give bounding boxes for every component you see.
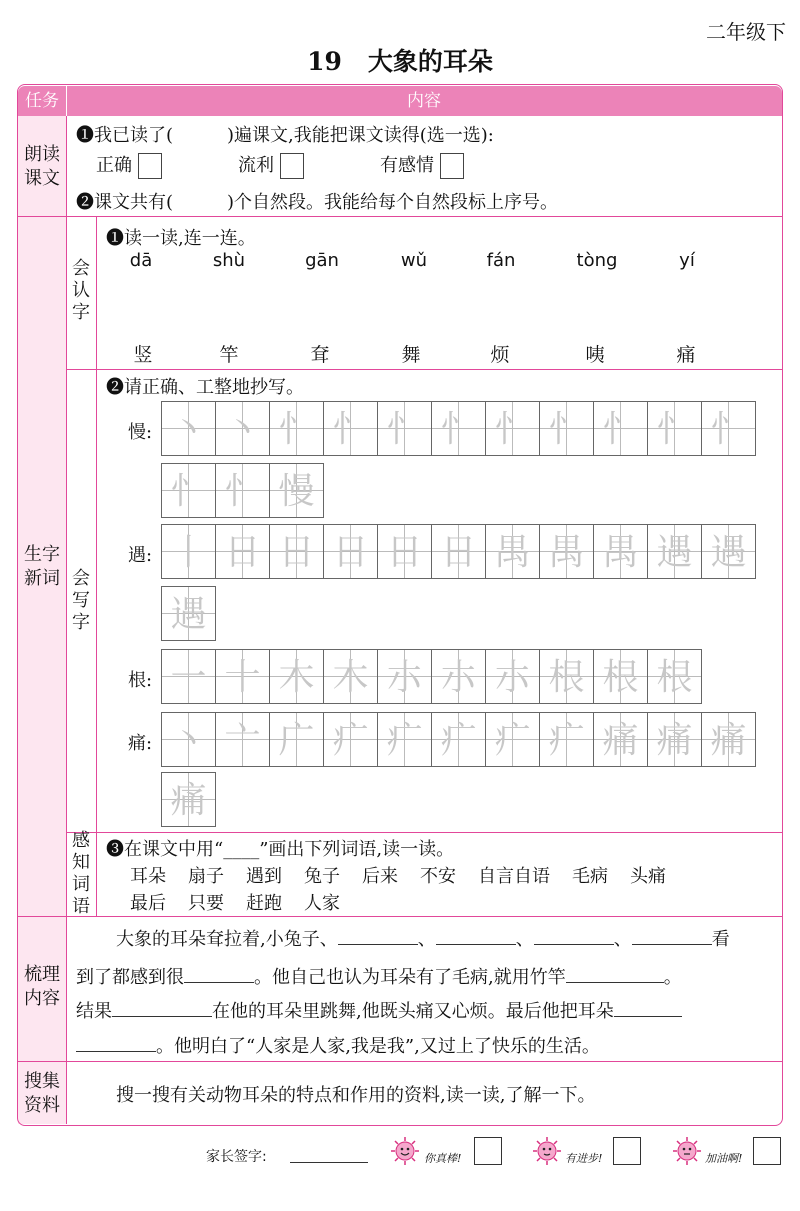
sun-face-icon	[532, 1136, 562, 1166]
tracing-cell[interactable]: 疒	[485, 712, 540, 767]
vocab-word: 毛病	[572, 866, 608, 887]
tracing-cell[interactable]: 丶	[161, 401, 216, 456]
tracing-cell[interactable]: 朩	[485, 649, 540, 704]
blank-field[interactable]	[614, 996, 682, 1017]
pinyin-item: dā	[129, 250, 153, 271]
sun-face-icon	[390, 1136, 420, 1166]
task-newwords: 生字新词	[24, 544, 60, 589]
sub-column-divider	[96, 216, 97, 916]
rating-checkbox[interactable]	[474, 1137, 502, 1165]
blank-field[interactable]	[436, 924, 516, 945]
vocab-word: 兔子	[304, 866, 340, 887]
tracing-cell[interactable]: 疒	[431, 712, 486, 767]
task-summary: 梳理内容	[24, 964, 60, 1009]
blank-field[interactable]	[632, 924, 712, 945]
vocab-word: 人家	[304, 893, 340, 914]
summary-line3: 结果 在他的耳朵里跳舞,他既头痛又心烦。最后他把耳朵	[76, 996, 682, 1023]
rating-checkbox[interactable]	[613, 1137, 641, 1165]
reading-line2: ❷课文共有( )个自然段。我能给每个自然段标上序号。	[76, 192, 559, 213]
tracing-cell[interactable]: 疒	[323, 712, 378, 767]
vocab-word: 自言自语	[478, 866, 550, 887]
char-item: 痛	[676, 344, 696, 366]
tracing-cell[interactable]: 忄	[701, 401, 756, 456]
vocab-word: 后来	[362, 866, 398, 887]
tracing-cell[interactable]: 痛	[161, 772, 216, 827]
tracing-cell[interactable]: 疒	[377, 712, 432, 767]
tracing-cell[interactable]: 日	[323, 524, 378, 579]
tracing-cell[interactable]: 禺	[539, 524, 594, 579]
tracing-cell[interactable]: 日	[269, 524, 324, 579]
tracing-cell[interactable]: 忄	[647, 401, 702, 456]
tracing-cell[interactable]: 木	[323, 649, 378, 704]
tracing-cell[interactable]: 根	[647, 649, 702, 704]
tracing-cell[interactable]: 慢	[269, 463, 324, 518]
blank-field[interactable]	[184, 962, 254, 983]
word-list	[130, 862, 688, 888]
tracing-cell[interactable]: 丨	[161, 524, 216, 579]
writing-grid	[161, 463, 323, 518]
blank-field[interactable]	[76, 1031, 156, 1052]
rating-label: 你真棒!	[424, 1152, 462, 1165]
tracing-cell[interactable]: 忄	[485, 401, 540, 456]
char-label: 遇:	[128, 545, 153, 566]
subtask-write: 会写字	[72, 568, 90, 633]
row-divider	[66, 832, 782, 833]
blank-field[interactable]	[534, 924, 614, 945]
char-label: 根:	[128, 670, 153, 691]
lesson-title: 大象的耳朵	[367, 47, 493, 76]
writing-grid	[161, 524, 755, 579]
char-label: 慢:	[128, 422, 153, 443]
tracing-cell[interactable]: 根	[539, 649, 594, 704]
task-collect: 搜集资料	[24, 1071, 60, 1116]
summary-line4: 。他明白了“人家是人家,我是我”,又过上了快乐的生活。	[76, 1031, 600, 1058]
tracing-cell[interactable]: 忄	[539, 401, 594, 456]
tracing-cell[interactable]: 痛	[647, 712, 702, 767]
write-instruction: ❷请正确、工整地抄写。	[106, 377, 304, 398]
header-task: 任务	[18, 86, 67, 116]
writing-grid	[161, 401, 755, 456]
header-content: 内容	[407, 91, 441, 111]
char-item: 烦	[490, 344, 510, 366]
collect-text: 搜一搜有关动物耳朵的特点和作用的资料,读一读,了解一下。	[116, 1085, 596, 1106]
subtask-perceive: 感知词语	[72, 830, 90, 917]
rating-label: 加油啊!	[705, 1152, 743, 1165]
recognize-instruction: ❶读一读,连一连。	[106, 228, 256, 249]
pinyin-item: tòng	[576, 250, 618, 271]
tracing-cell[interactable]: 遇	[647, 524, 702, 579]
blank-field[interactable]	[338, 924, 418, 945]
blank-field[interactable]	[112, 996, 212, 1017]
row-divider	[18, 216, 782, 217]
writing-grid	[161, 772, 215, 827]
tracing-cell[interactable]: 忄	[431, 401, 486, 456]
blank-field[interactable]	[566, 962, 664, 983]
char-item: 竖	[133, 344, 153, 366]
tracing-cell[interactable]: 忄	[269, 401, 324, 456]
tracing-cell[interactable]: 丶	[215, 401, 270, 456]
tracing-cell[interactable]: 朩	[431, 649, 486, 704]
task-reading: 朗读课文	[24, 144, 60, 189]
tracing-cell[interactable]: 遇	[161, 586, 216, 641]
tracing-cell[interactable]: 痛	[701, 712, 756, 767]
tracing-cell[interactable]: 遇	[701, 524, 756, 579]
vocab-word: 赶跑	[246, 893, 282, 914]
lesson-number: 19	[307, 47, 342, 76]
parent-sign-field[interactable]	[290, 1162, 368, 1163]
pinyin-item: wǔ	[400, 250, 428, 271]
word-list	[130, 889, 362, 915]
tracing-cell[interactable]: 忄	[377, 401, 432, 456]
summary-line1: 大象的耳朵耷拉着,小兔子、 、 、 、 看	[116, 924, 730, 951]
rating-label: 有进步!	[565, 1152, 603, 1165]
tracing-cell[interactable]: 忄	[593, 401, 648, 456]
tracing-cell[interactable]: 十	[215, 649, 270, 704]
tracing-cell[interactable]: 日	[377, 524, 432, 579]
summary-line2: 到了都感到很 。他自己也认为耳朵有了毛病,就用竹竿 。	[76, 962, 682, 989]
checkbox-expressive[interactable]	[440, 153, 464, 179]
pinyin-item: yí	[679, 250, 695, 271]
row-divider	[66, 369, 782, 370]
option-fluent: 流利	[238, 151, 304, 179]
tracing-cell[interactable]: 禺	[485, 524, 540, 579]
parent-sign-label: 家长签字:	[206, 1149, 267, 1165]
writing-grid	[161, 712, 755, 767]
perceive-instruction: ❸在课文中用“____”画出下列词语,读一读。	[106, 839, 455, 860]
option-correct: 正确	[96, 151, 162, 179]
tracing-cell[interactable]: 忄	[215, 463, 270, 518]
pinyin-item: shù	[212, 250, 246, 271]
tracing-cell[interactable]: 亠	[215, 712, 270, 767]
subtask-recognize: 会认字	[72, 258, 90, 323]
tracing-cell[interactable]: 痛	[593, 712, 648, 767]
tracing-cell[interactable]: 朩	[377, 649, 432, 704]
char-item: 竿	[219, 344, 239, 366]
char-label: 痛:	[128, 733, 153, 754]
vocab-word: 不安	[420, 866, 456, 887]
reading-line1: ❶我已读了( )遍课文,我能把课文读得(选一选):	[76, 125, 494, 146]
writing-grid	[161, 649, 701, 704]
tracing-cell[interactable]: 忄	[323, 401, 378, 456]
vocab-word: 扇子	[188, 866, 224, 887]
checkbox-fluent[interactable]	[280, 153, 304, 179]
vocab-word: 遇到	[246, 866, 282, 887]
tracing-cell[interactable]: 根	[593, 649, 648, 704]
char-item: 舞	[401, 344, 421, 366]
char-item: 咦	[585, 344, 605, 366]
tracing-cell[interactable]: 忄	[161, 463, 216, 518]
pinyin-item: gān	[305, 250, 339, 271]
page-title	[0, 42, 800, 78]
writing-grid	[161, 586, 215, 641]
tracing-cell[interactable]: 日	[431, 524, 486, 579]
tracing-cell[interactable]: 禺	[593, 524, 648, 579]
rating-checkbox[interactable]	[753, 1137, 781, 1165]
row-divider	[18, 1061, 782, 1062]
checkbox-correct[interactable]	[138, 153, 162, 179]
option-expressive: 有感情	[380, 151, 464, 179]
tracing-cell[interactable]: 丶	[161, 712, 216, 767]
vocab-word: 耳朵	[130, 866, 166, 887]
vocab-word: 头痛	[630, 866, 666, 887]
row-divider	[18, 916, 782, 917]
grade-label: 二年级下	[706, 20, 786, 44]
tracing-cell[interactable]: 一	[161, 649, 216, 704]
tracing-cell[interactable]: 木	[269, 649, 324, 704]
tracing-cell[interactable]: 广	[269, 712, 324, 767]
tracing-cell[interactable]: 日	[215, 524, 270, 579]
char-item: 耷	[310, 344, 330, 366]
tracing-cell[interactable]: 疒	[539, 712, 594, 767]
pinyin-item: fán	[486, 250, 516, 271]
vocab-word: 只要	[188, 893, 224, 914]
vocab-word: 最后	[130, 893, 166, 914]
sun-face-icon	[672, 1136, 702, 1166]
